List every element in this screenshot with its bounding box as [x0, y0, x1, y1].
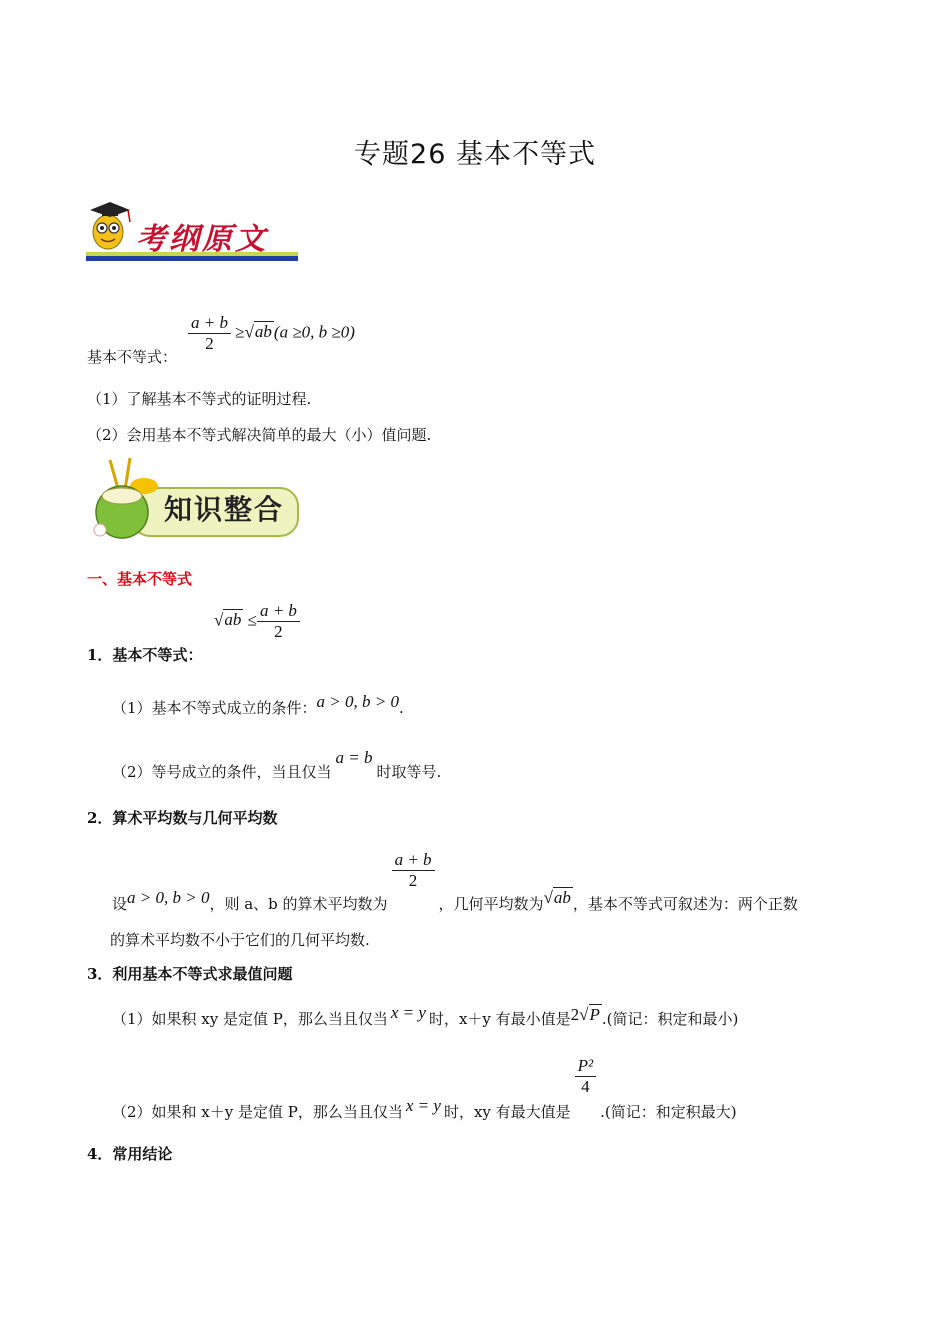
rule-2-numerator: P² [577, 1056, 594, 1075]
geometric-mean-radicand: ab [553, 887, 571, 907]
knowledge-banner-text: 知识整合 [164, 493, 285, 526]
arithmetic-mean-fraction [392, 850, 435, 891]
leq-symbol: ≤ [247, 610, 257, 630]
means-text-a: 设 [112, 894, 128, 913]
rule-1-text-a: （1）如果积 xy 是定值 P，那么当且仅当 [112, 1010, 388, 1028]
condition-1 [112, 692, 404, 718]
formula-numerator: a + b [259, 601, 297, 620]
page-title: 专题26 基本不等式 [354, 139, 596, 170]
formula-numerator: a + b [191, 313, 228, 332]
rule-1-coefficient: 2 [570, 1005, 580, 1024]
formula-denominator: 2 [205, 334, 214, 353]
subsection-2-title: 2．算术平均数与几何平均数 [87, 809, 278, 827]
means-condition-math: a > 0, b > 0 [127, 887, 210, 907]
condition-2 [112, 748, 442, 782]
geq-symbol: ≥ [235, 322, 245, 342]
rule-2-denominator: 4 [581, 1077, 590, 1096]
rule-2-text-c: .(简记：和定积最大) [600, 1102, 737, 1121]
extremum-rule-2 [112, 1056, 737, 1121]
subsection-3-title: 3．利用基本不等式求最值问题 [87, 965, 293, 983]
rule-1-math: x = y [390, 1003, 426, 1022]
rule-1-text-c: .(简记：积定和最小) [601, 1010, 739, 1028]
condition-1-text: （1）基本不等式成立的条件： [112, 699, 317, 717]
rule-2-fraction [575, 1056, 596, 1097]
radicand: ab [254, 322, 272, 342]
means-paragraph-line-1: 设a > 0, b > 0，则 a、b 的算术平均数为 $\frac{a + b}{2}$ ，几何平均数为√ab ，基本不等式可叙述为：两个正数 [112, 850, 798, 913]
arithmetic-mean-denominator: 2 [408, 871, 418, 890]
basic-inequality-formula: √ab ≤ $\frac{a + b}{2}$ [214, 601, 300, 642]
condition-2-text: （2）等号成立的条件，当且仅当 [112, 763, 332, 781]
rule-2-text-b: 时，xy 有最大值是 [443, 1102, 571, 1121]
outline-banner-text: 考纲原文 [136, 222, 268, 257]
radicand: ab [224, 610, 242, 630]
outline-formula: $\frac{a + b}{2}$ ≥√ab (a ≥0, b ≥0) [188, 313, 355, 354]
means-text-b: ，则 a、b 的算术平均数为 [209, 894, 388, 913]
condition-2-math: a = b [335, 748, 373, 767]
rule-1-text-b: 时，x＋y 有最小值是 [428, 1010, 571, 1028]
knowledge-banner [86, 456, 302, 542]
rule-2-math: x = y [405, 1095, 441, 1115]
outline-label: 基本不等式： [87, 348, 178, 366]
formula-denominator: 2 [274, 622, 283, 641]
means-text-d: ，基本不等式可叙述为：两个正数 [572, 894, 798, 913]
means-text-c: ，几何平均数为 [438, 894, 544, 913]
outline-banner [86, 196, 300, 268]
subsection-4-title: 4．常用结论 [87, 1145, 173, 1163]
condition-1-end: . [399, 699, 404, 717]
section-heading: 一、基本不等式 [87, 570, 193, 588]
outline-item-1: （1）了解基本不等式的证明过程. [87, 390, 312, 408]
subsection-1-title: 1．基本不等式： [87, 646, 203, 664]
rule-2-text-a: （2）如果和 x＋y 是定值 P，那么当且仅当 [112, 1102, 403, 1121]
arithmetic-mean-numerator: a + b [394, 850, 432, 869]
means-paragraph-line-2: 的算术平均数不小于它们的几何平均数. [110, 931, 370, 949]
extremum-rule-1: （1）如果积 xy 是定值 P，那么当且仅当 x = y 时，x＋y 有最小值是2√P .(简记：积定和最小) [112, 1003, 739, 1028]
rule-1-radicand: P [589, 1005, 600, 1024]
outline-item-2: （2）会用基本不等式解决简单的最大（小）值问题. [87, 426, 432, 444]
condition-1-math: a > 0, b > 0 [316, 692, 399, 711]
condition-2-end: 时取等号. [376, 763, 442, 781]
formula-condition: (a ≥0, b ≥0) [273, 322, 355, 342]
